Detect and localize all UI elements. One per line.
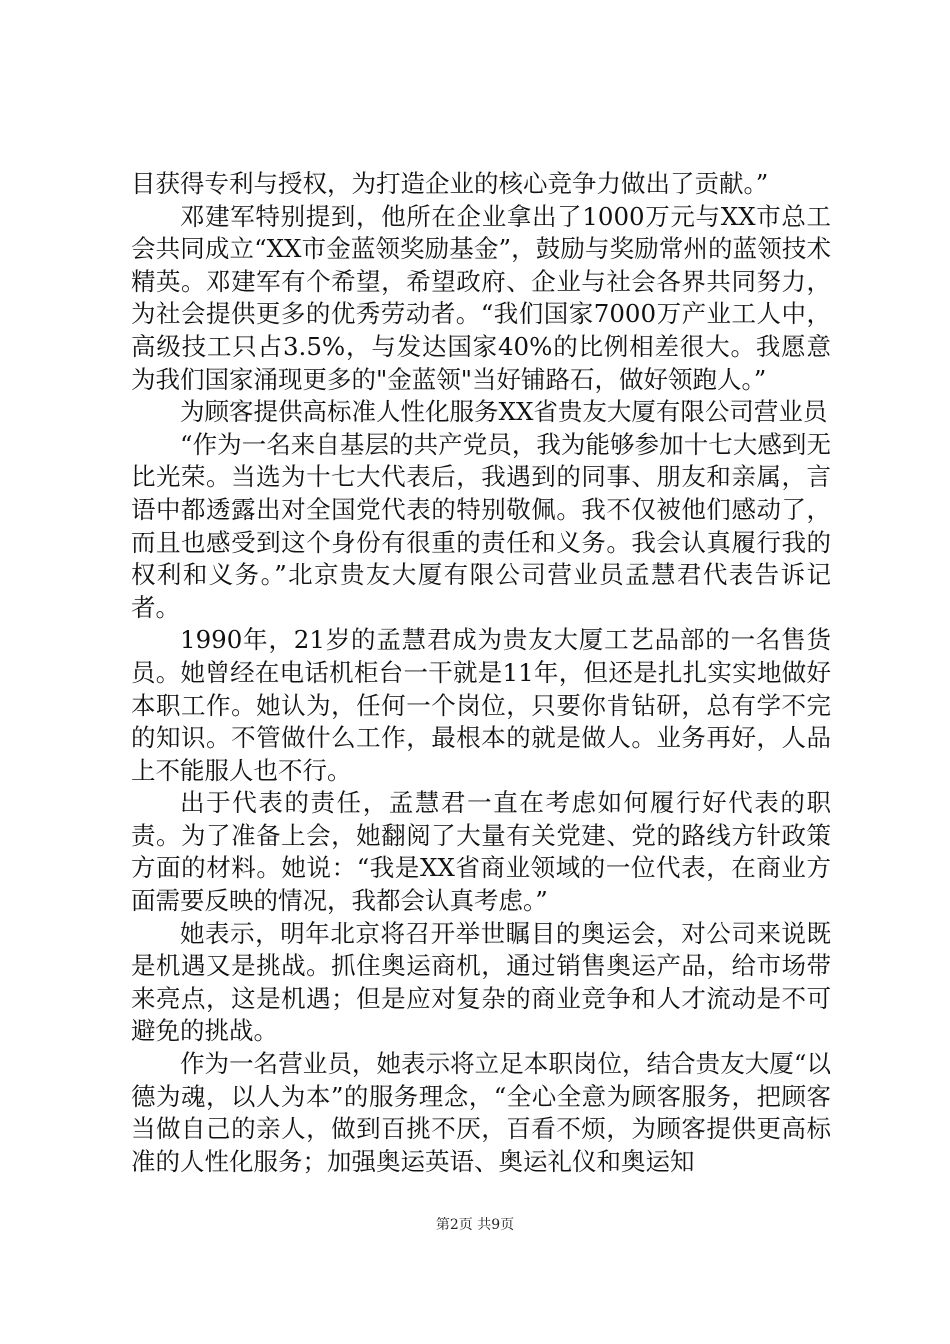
paragraph-7: 她表示，明年北京将召开举世瞩目的奥运会，对公司来说既是机遇又是挑战。抓住奥运商机，通过销售奥运产品，给市场带来亮点，这是机遇；但是应对复杂的商业竞争和人才流动是不可避免的挑战。 bbox=[131, 918, 831, 1046]
paragraph-4: “作为一名来自基层的共产党员，我为能够参加十七大感到无比光荣。当选为十七大代表后，我遇到的同事、朋友和亲属，言语中都透露出对全国党代表的特别敬佩。我不仅被他们感动了，而且也感受到这个身份有很重的责任和义务。我会认真履行我的权利和义务。”北京贵友大厦有限公司营业员孟慧君代表告诉记者。 bbox=[131, 429, 831, 622]
paragraph-2: 邓建军特别提到，他所在企业拿出了1000万元与XX市总工会共同成立“XX市金蓝领奖励基金”，鼓励与奖励常州的蓝领技术精英。邓建军有个希望，希望政府、企业与社会各界共同努力，为社会提供更多的优秀劳动者。“我们国家7000万产业工人中，高级技工只占3.5%，与发达国家40%的比例相差很大。我愿意为我们国家涌现更多的"金蓝领"当好铺路石，做好领跑人。” bbox=[131, 201, 831, 394]
paragraph-6: 出于代表的责任，孟慧君一直在考虑如何履行好代表的职责。为了准备上会，她翻阅了大量有关党建、党的路线方针政策方面的材料。她说：“我是XX省商业领域的一位代表，在商业方面需要反映的情况，我都会认真考虑。” bbox=[131, 788, 831, 916]
page-number-footer: 第2页 共9页 bbox=[435, 1217, 515, 1233]
paragraph-8: 作为一名营业员，她表示将立足本职岗位，结合贵友大厦“以德为魂，以人为本”的服务理念，“全心全意为顾客服务，把顾客当做自己的亲人，做到百挑不厌，百看不烦，为顾客提供更高标准的人性化服务；加强奥运英语、奥运礼仪和奥运知 bbox=[131, 1049, 831, 1176]
paragraph-1: 目获得专利与授权，为打造企业的核心竞争力做出了贡献。” bbox=[131, 169, 769, 198]
document-body bbox=[131, 168, 831, 1178]
paragraph-5: 1990年，21岁的孟慧君成为贵友大厦工艺品部的一名售货员。她曾经在电话机柜台一干就是11年，但还是扎扎实实地做好本职工作。她认为，任何一个岗位，只要你肯钻研，总有学不完的知识。不管做什么工作，最根本的就是做人。业务再好，人品上不能服人也不行。 bbox=[131, 625, 831, 785]
paragraph-3-heading: 为顾客提供高标准人性化服务XX省贵友大厦有限公司营业员 bbox=[180, 397, 828, 427]
